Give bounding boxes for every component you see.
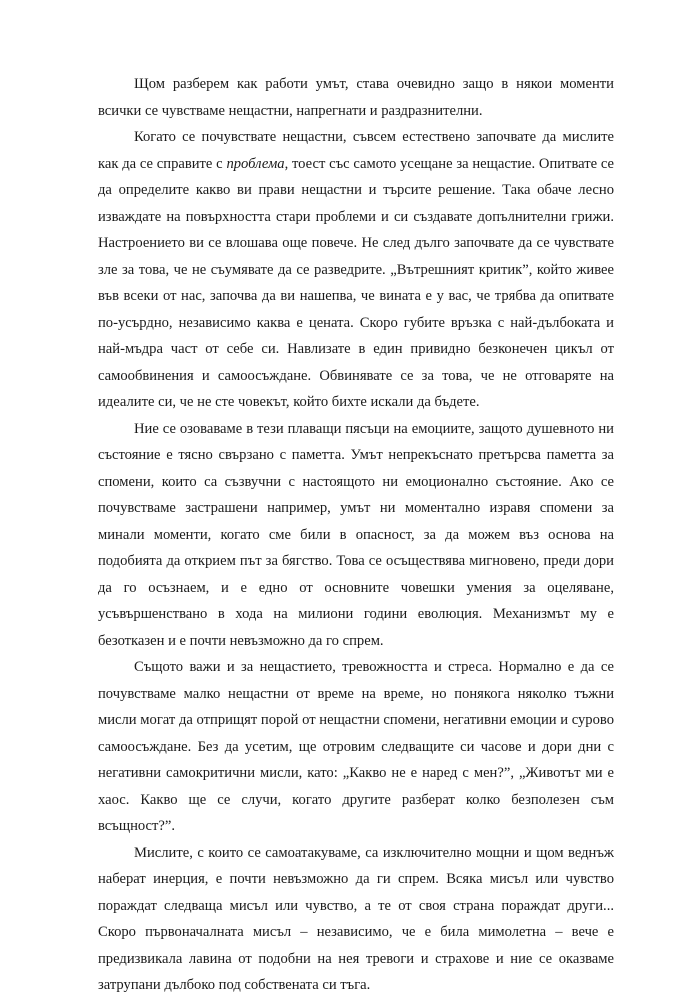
paragraph-2-emphasis: проблема: [226, 155, 285, 172]
paragraph-1: Щом разберем как работи умът, става очевидно защо в някои моменти всички се чувстваме нещастни, напрегнати и раздразнителни.: [98, 76, 614, 119]
paragraph-5: Мислите, с които се самоатакуваме, са изключително мощни и щом веднъж наберат инерция, е почти невъзможно да ги спрем. Всяка мисъл или чувство пораждат следваща мисъл или чувство, а те от своя страна пораждат други... Скоро първоначалната мисъл – независимо, че е била мимолетна – вече е предизвикала лавина от подобни на нея тревоги и страхове и ние се оказваме затрупани дълбоко под собствената си тъга.: [98, 844, 614, 993]
paragraph-2-before: Когато се почувствате нещастни, съвсем естествено започвате да мислите как да се справите с: [98, 129, 614, 172]
document-body: [98, 71, 614, 999]
paragraph-4: Същото важи и за нещастието, тревожността и стреса. Нормално е да се почувстваме малко нещастни от време на време, но понякога няколко тъжни мисли могат да отприщят порой от нещастни спомени, негативни емоции и сурово самоосъждане. Без да усетим, ще отровим следващите си часове и дори дни с негативни самокритични мисли, като: „Какво не е наред с мен?”, „Животът ми е хаос. Какво ще се случи, когато другите разберат колко безполезен съм всъщност?”.: [98, 659, 614, 834]
paragraph-2-after: , тоест със самото усещане за нещастие. Опитвате се да определите какво ви прави нещастни и търсите решение. Така обаче лесно изваждате на повърхността стари проблеми и си създавате допълнителни грижи. Настроението ви се влошава още повече. Не след дълго започвате да се чувствате зле за това, че не съумявате да се разведрите. „Вътрешният критик”, който живее във всеки от нас, започва да ви нашепва, че вината е у вас, че трябва да опитвате по-усърдно, независимо каква е цената. Скоро губите връзка с най-дълбоката и най-мъдра част от себе си. Навлизате в един привидно безконечен цикъл от самообвинения и самоосъждане. Обвинявате се за това, че не отговаряте на идеалите си, че не сте човекът, който бихте искали да бъдете.: [98, 155, 614, 410]
paragraph-2: [98, 124, 614, 416]
paragraph-3: Ние се озоваваме в тези плаващи пясъци на емоциите, защото душевното ни състояние е тясно свързано с паметта. Умът непрекъснато претърсва паметта за спомени, които са съзвучни с настоящото ни емоционално състояние. Ако се почувстваме застрашени например, умът ни моментално изравя спомени за минали моменти, когато сме били в опасност, за да можем въз основа на подобията да открием път за бягство. Това се осъществява мигновено, преди дори да го осъзнаем, и е едно от основните човешки умения за оцеляване, усъвършенствано в хода на милиони години еволюция. Механизмът му е безотказен и е почти невъзможно да го спрем.: [98, 420, 614, 649]
